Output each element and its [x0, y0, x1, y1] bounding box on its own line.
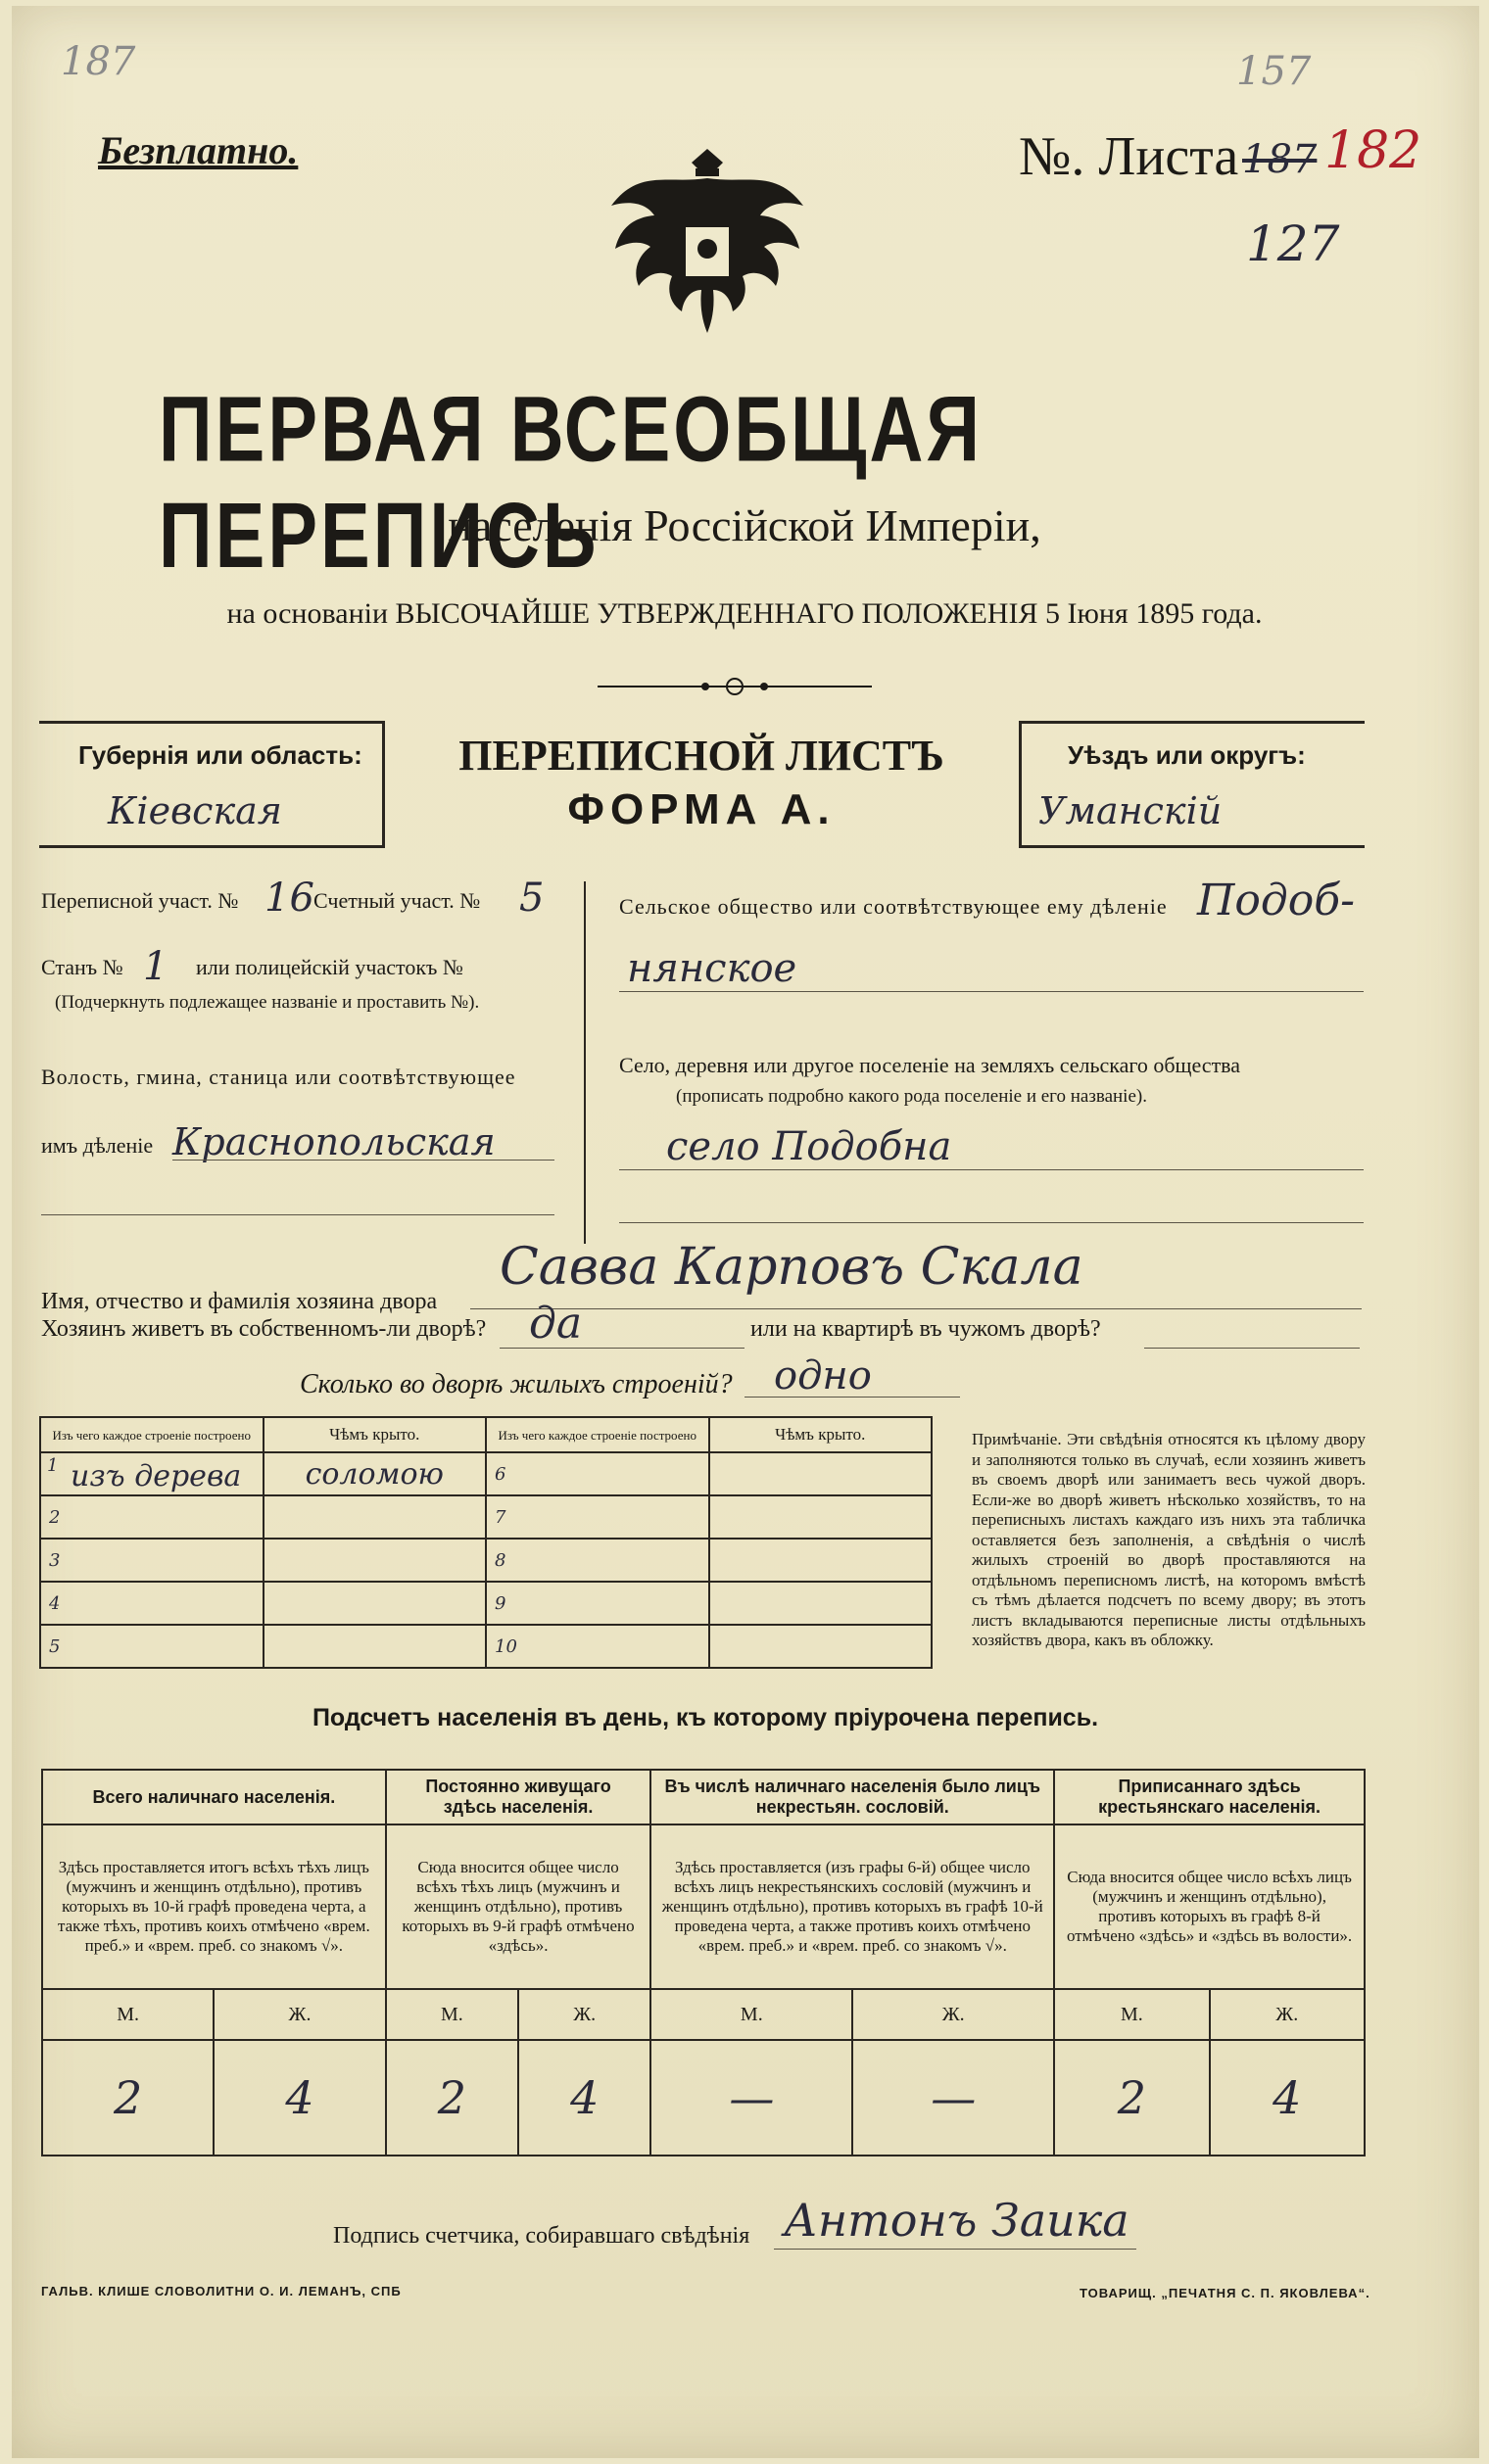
count-area-value: 5 [519, 876, 545, 921]
district-label: Уѣздъ или округъ: [1068, 740, 1306, 770]
total-female: 4 [214, 2040, 385, 2156]
corner-number-left: 187 [61, 39, 136, 84]
free-label: Безплатно. [98, 128, 299, 172]
row-number: 10 [495, 1635, 517, 1657]
pop-desc-2: Сюда вносится общее число всѣхъ тѣхъ лицъ (мужчинъ и женщинъ отдѣльно), противъ которыхъ въ 9-й графѣ отмѣчено «здѣсь». [386, 1824, 651, 1989]
stan-label: Станъ № [41, 955, 123, 979]
pop-desc-1: Здѣсь проставляется итогъ всѣхъ тѣхъ лицъ (мужчинъ и женщинъ отдѣльно), противъ которыхъ въ 10-й графѣ проведена черта, а также тѣхъ, противъ коихъ отмѣчено «врем. преб.» и «врем. преб. со знакомъ √». [42, 1824, 386, 1989]
district-value: Уманскій [1038, 789, 1223, 832]
society-value-2: нянское [627, 946, 797, 991]
f-label: Ж. [214, 1989, 385, 2040]
count-area-label: Счетный участ. № [313, 888, 481, 913]
own-yard-value: да [529, 1299, 583, 1349]
m-label: М. [386, 1989, 518, 2040]
col-material-right: Изъ чего каждое строеніе построено [486, 1417, 709, 1452]
census-area-value: 16 [264, 876, 314, 921]
ornament-divider [588, 672, 882, 701]
volost-value: Краснопольская [172, 1120, 496, 1163]
row-number: 8 [495, 1549, 506, 1571]
signature-label: Подпись счетчика, собиравшаго свѣдѣнія [333, 2223, 750, 2249]
basis-line: на основаніи ВЫСОЧАЙШЕ УТВЕРЖДЕННАГО ПОЛОЖЕНІЯ 5 Іюня 1895 года. [226, 597, 1263, 630]
form-subtitle: ФОРМА А. [567, 785, 836, 833]
pop-desc-4: Сюда вносится общее число всѣхъ лицъ (мужчинъ и женщинъ отдѣльно), противъ которыхъ въ графѣ 8-й отмѣчено «здѣсь» и «здѣсь въ волости». [1054, 1824, 1365, 1989]
buildings-question: Сколько во дворѣ жилыхъ строеній? [300, 1369, 733, 1399]
total-male: 2 [42, 2040, 214, 2156]
volost-label-2: имъ дѣленіе [41, 1133, 154, 1158]
non-peasant-female: — [852, 2040, 1054, 2156]
row-number: 4 [49, 1592, 61, 1614]
village-note: (прописать подробно какого рода поселеніе и его названіе). [676, 1086, 1147, 1107]
stan-value: 1 [143, 944, 168, 989]
col-roof-right: Чѣмъ крыто. [709, 1417, 933, 1452]
table-row: 1 изъ дерева [40, 1452, 264, 1495]
buildings-table [39, 1416, 933, 1669]
pop-desc-3: Здѣсь проставляется (изъ графы 6-й) общее число всѣхъ лицъ некрестьянскихъ сословій (мужчинъ и женщинъ отдѣльно), противъ которыхъ въ графѣ 10-й проведена черта, а также противъ коихъ отмѣчено «врем. преб.» и «врем. преб. со знакомъ √». [650, 1824, 1054, 1989]
footer-right: ТОВАРИЩ. „ПЕЧАТНЯ С. П. ЯКОВЛЕВА“. [1080, 2286, 1370, 2300]
f-label: Ж. [1210, 1989, 1365, 2040]
owner-name-value: Савва Карповъ Скала [500, 1238, 1083, 1297]
province-label: Губернія или область: [78, 740, 362, 770]
col-roof-left: Чѣмъ крыто. [264, 1417, 487, 1452]
sheet-number-struck: 187 [1242, 137, 1318, 182]
registered-female: 4 [1210, 2040, 1365, 2156]
census-area-label: Переписной участ. № [41, 888, 239, 913]
village-value: село Подобна [666, 1124, 952, 1169]
pop-head-4: Приписаннаго здѣсь крестьянскаго населенія. [1054, 1770, 1365, 1824]
f-label: Ж. [852, 1989, 1054, 2040]
form-title: ПЕРЕПИСНОЙ ЛИСТЪ [458, 732, 944, 780]
rent-yard-label: или на квартирѣ въ чужомъ дворѣ? [750, 1316, 1101, 1342]
sheet-number-new: 182 [1324, 121, 1422, 180]
permanent-female: 4 [518, 2040, 650, 2156]
imperial-eagle-emblem [600, 137, 815, 353]
row-number: 7 [495, 1506, 506, 1528]
counter-signature: Антонъ Заика [784, 2194, 1129, 2247]
subtitle: населенія Россійской Имперіи, [448, 500, 1041, 550]
owner-name-label: Имя, отчество и фамилія хозяина двора [41, 1289, 438, 1314]
roof-cell: соломою [264, 1452, 487, 1495]
material-cell: изъ дерева [71, 1459, 242, 1493]
fields-divider [584, 881, 586, 1244]
volost-label: Волость, гмина, станица или соотвѣтствующее [41, 1065, 516, 1089]
row-number: 6 [495, 1463, 506, 1485]
pop-head-1: Всего наличнаго населенія. [42, 1770, 386, 1824]
m-label: М. [42, 1989, 214, 2040]
sheet-number-sub: 127 [1246, 215, 1340, 272]
society-value-1: Подоб- [1197, 876, 1355, 925]
buildings-note: Примѣчаніе. Эти свѣдѣнія относятся къ цѣлому двору и заполняются только въ случаѣ, если хозяинъ живетъ въ своемъ дворѣ или занимаетъ весь чужой дворъ. Если-же во дворѣ живетъ нѣсколько хозяйствъ, то на переписныхъ листахъ каждаго изъ нихъ эта табличка оставляется безъ заполненія, а свѣдѣнія о числѣ жилыхъ строеній во дворѣ проставляются на отдѣльномъ переписномъ листѣ, на которомъ вмѣстѣ съ тѣмъ дѣлается подсчетъ по всему двору; въ этотъ листъ вкладываются переписные листы отдѣльныхъ хозяйствъ двора, какъ въ обложку. [972, 1430, 1366, 1649]
col-material-left: Изъ чего каждое строеніе построено [40, 1417, 264, 1452]
main-title: ПЕРВАЯ ВСЕОБЩАЯ ПЕРЕПИСЬ [159, 377, 983, 589]
row-number: 2 [49, 1506, 61, 1528]
buildings-answer: одно [774, 1353, 872, 1398]
permanent-male: 2 [386, 2040, 518, 2156]
row-number: 3 [49, 1549, 61, 1571]
population-title: Подсчетъ населенія въ день, къ которому пріурочена перепись. [312, 1704, 1099, 1731]
corner-number-right: 157 [1236, 49, 1312, 94]
police-label: или полицейскій участокъ № [196, 955, 463, 979]
footer-left: ГАЛЬВ. КЛИШЕ СЛОВОЛИТНИ О. И. ЛЕМАНЪ, СПБ [41, 2284, 402, 2298]
non-peasant-male: — [650, 2040, 852, 2156]
sheet-number-label: №. Листа [1019, 126, 1239, 187]
m-label: М. [650, 1989, 852, 2040]
f-label: Ж. [518, 1989, 650, 2040]
society-label: Сельское общество или соотвѣтствующее ему дѣленіе [619, 894, 1168, 919]
province-value: Кіевская [108, 789, 282, 832]
pop-head-3: Въ числѣ наличнаго населенія было лицъ некрестьян. сословій. [650, 1770, 1054, 1824]
village-label: Село, деревня или другое поселеніе на земляхъ сельскаго общества [619, 1053, 1241, 1077]
row-number: 5 [49, 1635, 61, 1657]
registered-male: 2 [1054, 2040, 1209, 2156]
own-yard-label: Хозяинъ живетъ въ собственномъ-ли дворѣ? [41, 1316, 487, 1342]
pop-head-2: Постоянно живущаго здѣсь населенія. [386, 1770, 651, 1824]
row-number: 9 [495, 1592, 506, 1614]
population-table [41, 1769, 1366, 2156]
m-label: М. [1054, 1989, 1209, 2040]
underline-note: (Подчеркнуть подлежащее названіе и проставить №). [55, 992, 480, 1013]
